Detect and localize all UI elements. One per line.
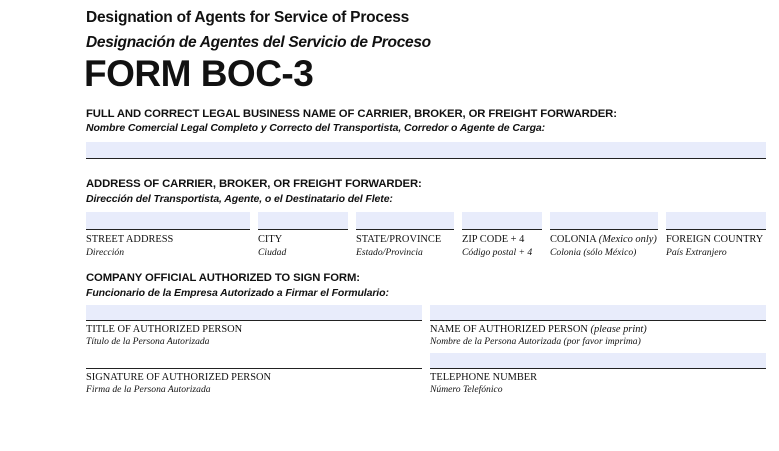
signature-line[interactable] — [86, 368, 422, 369]
name-of-authorized-person-input[interactable] — [430, 305, 766, 321]
title-of-authorized-person-label: TITLE OF AUTHORIZED PERSON — [86, 324, 243, 335]
colonia-label-spanish: Colonia (sólo México) — [550, 247, 637, 258]
signature-label-spanish: Firma de la Persona Autorizada — [86, 384, 211, 395]
foreign-country-input[interactable] — [666, 212, 766, 230]
street-address-label: STREET ADDRESS — [86, 234, 174, 245]
title-of-authorized-person-label-spanish: Título de la Persona Autorizada — [86, 336, 210, 347]
legal-name-label-spanish: Nombre Comercial Legal Completo y Correcto del Transportista, Corredor o Agente de Carga: — [86, 122, 546, 134]
address-label-english: ADDRESS OF CARRIER, BROKER, OR FREIGHT FORWARDER: — [86, 178, 422, 190]
telephone-number-input[interactable] — [430, 353, 766, 369]
form-title-spanish: Designación de Agentes del Servicio de Proceso — [86, 34, 431, 51]
address-label-spanish: Dirección del Transportista, Agente, o el Destinatario del Flete: — [86, 193, 393, 205]
street-address-input[interactable] — [86, 212, 250, 230]
zip-code-input[interactable] — [462, 212, 542, 230]
colonia-label: COLONIA (Mexico only) — [550, 234, 657, 245]
legal-name-label-english: FULL AND CORRECT LEGAL BUSINESS NAME OF CARRIER, BROKER, OR FREIGHT FORWARDER: — [86, 108, 617, 120]
state-province-label: STATE/PROVINCE — [356, 234, 442, 245]
name-of-authorized-person-label: NAME OF AUTHORIZED PERSON (please print) — [430, 324, 647, 335]
zip-code-label-spanish: Código postal + 4 — [462, 247, 533, 258]
legal-business-name-input[interactable] — [86, 142, 766, 159]
colonia-input[interactable] — [550, 212, 658, 230]
signature-label: SIGNATURE OF AUTHORIZED PERSON — [86, 372, 272, 383]
title-of-authorized-person-input[interactable] — [86, 305, 422, 321]
official-label-spanish: Funcionario de la Empresa Autorizado a Firmar el Formulario: — [86, 287, 389, 299]
official-label-english: COMPANY OFFICIAL AUTHORIZED TO SIGN FORM: — [86, 272, 360, 284]
form-title-english: Designation of Agents for Service of Process — [86, 9, 410, 26]
form-number-heading: FORM BOC-3 — [84, 53, 314, 94]
name-of-authorized-person-label-spanish: Nombre de la Persona Autorizada (por favor imprima) — [430, 336, 641, 347]
city-label: CITY — [258, 234, 283, 245]
state-province-label-spanish: Estado/Provincia — [356, 247, 423, 258]
city-label-spanish: Ciudad — [258, 247, 287, 258]
telephone-number-label: TELEPHONE NUMBER — [430, 372, 538, 383]
foreign-country-label-spanish: País Extranjero — [666, 247, 727, 258]
telephone-number-label-spanish: Número Telefónico — [430, 384, 503, 395]
street-address-label-spanish: Dirección — [86, 247, 125, 258]
foreign-country-label: FOREIGN COUNTRY — [666, 234, 764, 245]
zip-code-label: ZIP CODE + 4 — [462, 234, 525, 245]
city-input[interactable] — [258, 212, 348, 230]
state-province-input[interactable] — [356, 212, 454, 230]
